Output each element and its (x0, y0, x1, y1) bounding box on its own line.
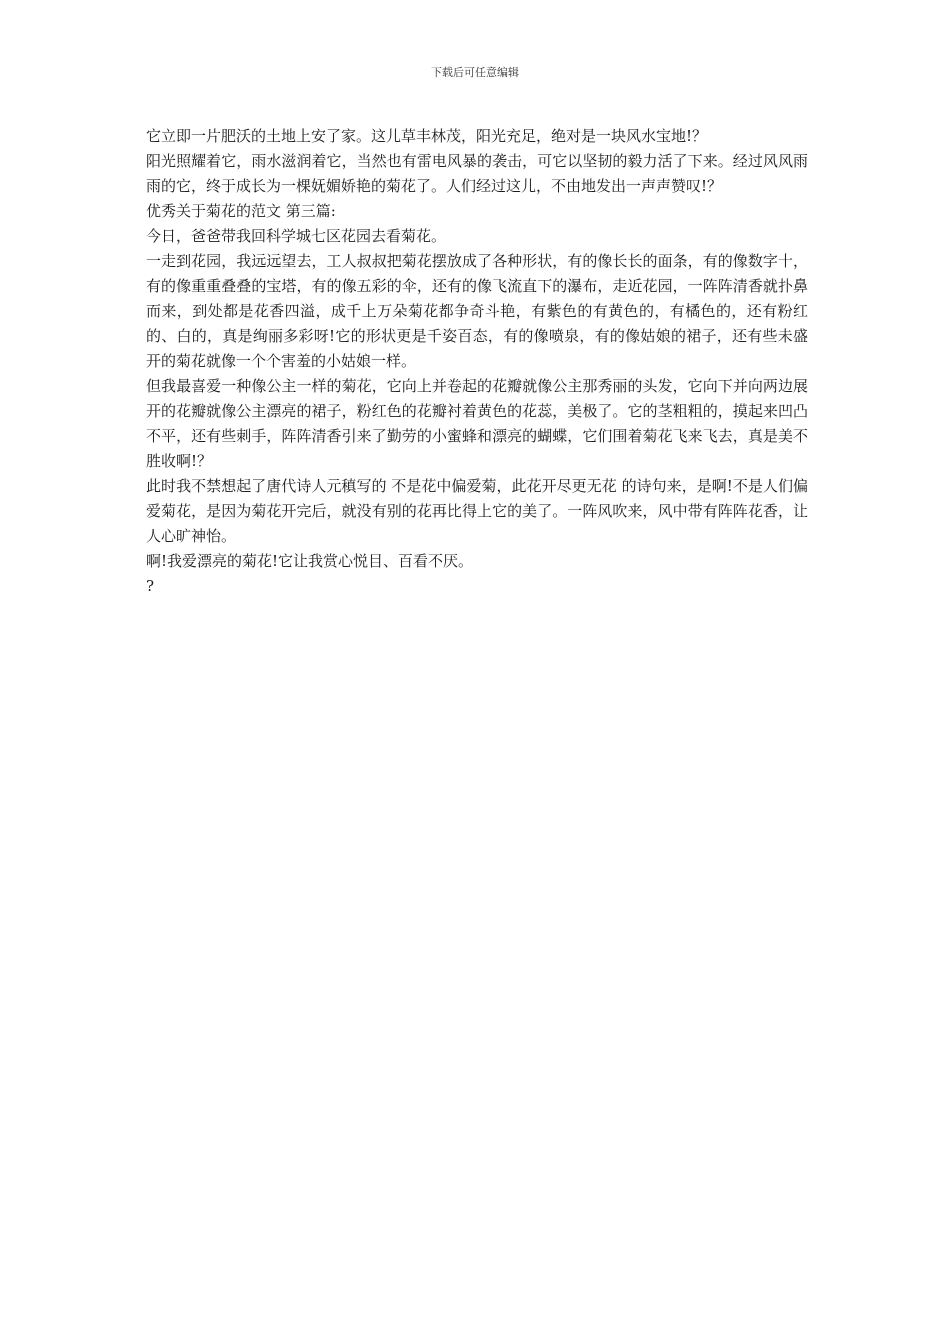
paragraph-2: 阳光照耀着它，雨水滋润着它，当然也有雷电风暴的袭击，可它以坚韧的毅力活了下来。经过风风雨雨的它，终于成长为一棵妩媚娇艳的菊花了。人们经过这儿，不由地发出一声声赞叹!？ (146, 152, 808, 195)
paragraph-4: 一走到花园，我远远望去，工人叔叔把菊花摆放成了各种形状，有的像长长的面条，有的像数字十，有的像重重叠叠的宝塔，有的像五彩的伞，还有的像飞流直下的瀑布，走近花园，一阵阵清香就扑鼻而来，到处都是花香四溢，成千上万朵菊花都争奇斗艳，有紫色的有黄色的，有橘色的，还有粉红的、白的，真是绚丽多彩呀!它的形状更是千姿百态，有的像喷泉，有的像姑娘的裙子，还有些未盛开的菊花就像一个个害羞的小姑娘一样。 (146, 252, 808, 370)
page-header: 下载后可任意编辑 (431, 66, 519, 79)
paragraph-5: 但我最喜爱一种像公主一样的菊花，它向上并卷起的花瓣就像公主那秀丽的头发，它向下并向两边展开的花瓣就像公主漂亮的裙子，粉红色的花瓣衬着黄色的花蕊，美极了。它的茎粗粗的，摸起来凹凸不平，还有些刺手，阵阵清香引来了勤劳的小蜜蜂和漂亮的蝴蝶，它们围着菊花飞来飞去，真是美不胜收啊!？ (146, 377, 808, 470)
section-heading: 优秀关于菊花的范文 第三篇: (146, 202, 336, 220)
paragraph-6: 此时我不禁想起了唐代诗人元稹写的 不是花中偏爱菊，此花开尽更无花 的诗句来，是啊!不是人们偏爱菊花，是因为菊花开完后，就没有别的花再比得上它的美了。一阵风吹来，风中带有阵阵花香，让人心旷神怡。 (146, 477, 808, 545)
paragraph-1: 它立即一片肥沃的土地上安了家。这儿草丰林茂，阳光充足，绝对是一块风水宝地!？ (146, 127, 708, 145)
document-body (146, 124, 808, 599)
paragraph-7: 啊!我爱漂亮的菊花!它让我赏心悦目、百看不厌。 (146, 552, 474, 570)
paragraph-3: 今日，爸爸带我回科学城七区花园去看菊花。 (146, 227, 447, 245)
paragraph-8: ? (146, 577, 155, 595)
